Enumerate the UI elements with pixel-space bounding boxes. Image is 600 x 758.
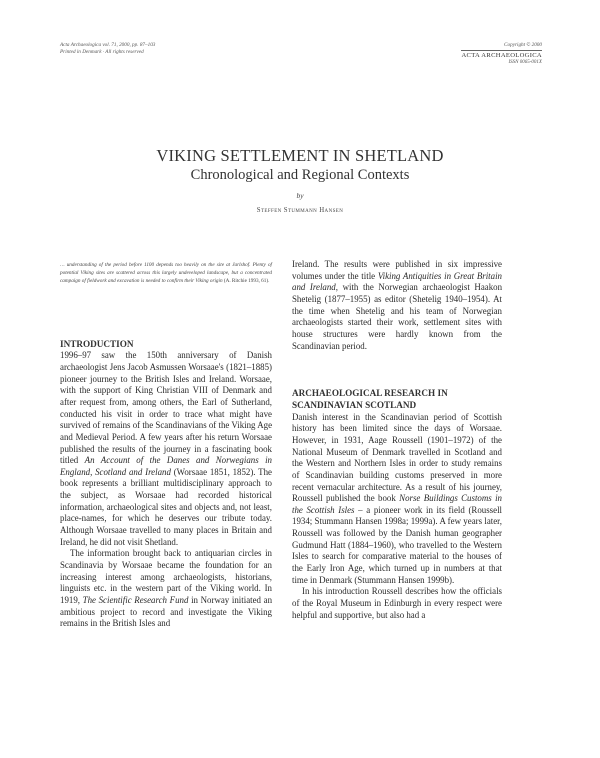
article-title: VIKING SETTLEMENT IN SHETLAND	[156, 146, 444, 165]
book-title: An Account of the Danes and Norwegians in England, Scotland and Ireland	[60, 455, 272, 477]
issn: ISSN 0065-001X	[508, 60, 542, 65]
text-run: (Worsaae 1851, 1852). The book represents a brilliant multidisciplinary approach to the subject, as Worsaae had recorded historical information, archaeological sites and objects and, not least, place-names, for which he deserves our tribute today. Although Worsaae travelled to many places in Britain and Ireland, he did not visit Shetland.	[60, 466, 272, 547]
text-run: Danish interest in the Scandinavian period of Scottish history has been limited since the days of Worsaae. However, in 1931, Aage Roussell (1901–1972) of the National Museum of Denmark travelled in Scotland and the Western and Northern Isles in order to study remains of Scandinavian building customs preserved in more recent vernacular architecture. As a result of his journey, Roussell published the book	[292, 411, 502, 504]
book-title: Norse Buildings Customs in the Scottish Isles	[292, 493, 502, 515]
text-run: , with the Norwegian archaeologist Haakon Shetelig (1877–1955) as editor (Shetelig 1940–1954). At the time when Shetelig and his team of Norwegian archaeologists started their work, settlement sites with house structures were hardly known from the Scandinavian period.	[292, 282, 503, 351]
text-run: Ireland. The results were published in six impressive volumes under the title	[292, 259, 502, 281]
running-header-left	[60, 42, 155, 56]
journal-citation: Acta Archaeologica vol. 71, 2000, pp. 87–103	[60, 42, 156, 48]
paragraph	[60, 350, 272, 548]
running-header-right	[461, 42, 542, 66]
text-run: The information brought back to antiquarian circles in Scandinavia by Worsaae became the foundation for an increasing interest among archaeologists, historians, linguists etc. in the western part of the Viking world. In 1919,	[60, 548, 272, 606]
copyright-notice: Copyright © 2000	[504, 42, 542, 48]
heading-line: ARCHAEOLOGICAL RESEARCH IN	[292, 388, 448, 399]
text-run: in Norway initiated an ambitious project to record and investigate the Viking remains in the British Isles and	[60, 595, 273, 629]
paragraph: In his introduction Roussell describes how the officials of the Royal Museum in Edinburgh in every respect were helpful and supportive, but also had a	[292, 586, 502, 620]
epigraph-citation: (A. Ritchie 1993, 61).	[222, 278, 270, 285]
paragraph	[60, 548, 272, 630]
paragraph	[292, 412, 502, 587]
journal-name: ACTA ARCHAEOLOGICA	[461, 52, 542, 59]
article-subtitle: Chronological and Regional Contexts	[190, 167, 410, 183]
text-run: – a pioneer work in its field (Roussell 1934; Stummann Hansen 1998a; 1999a). A few years later, Roussell was followed by the Danish human geographer Gudmund Hatt (1884–1960), who travelled to the Western Isles to search for comparative material to the houses of the Early Iron Age, which turned up in numbers at that time in Denmark (Stummann Hansen 1999b).	[292, 504, 502, 585]
book-title: Viking Antiquities in Great Britain and Ireland	[292, 270, 502, 293]
author-name: Steffen Stummann Hansen	[256, 207, 344, 214]
paragraph	[292, 259, 502, 352]
section-heading-archaeological-research	[292, 388, 502, 411]
byline-by: by	[296, 191, 304, 200]
right-column	[292, 259, 502, 621]
left-column	[60, 259, 272, 630]
epigraph	[60, 261, 272, 286]
epigraph-text: … understanding of the period before 1100 depends too heavily on the site at Jarlshof. Plenty of potential Viking sites are scattered across this largely undeveloped landscape, but a concentrated campaign of fieldwork and excavation is needed to confirm their Viking origin	[60, 262, 272, 285]
text-run: 1996–97 saw the 150th anniversary of Danish archaeologist Jens Jacob Asmussen Worsaae's (1821–1885) pioneer journey to the British Isles and Ireland. Worsaae, with the support of King Christian VIII of Denmark and after request from, among others, the Earl of Sutherland, conducted his visit in order to trace what might have survived of remains of the Scandinavians of the Viking Age and Medieval Period. A few years after his return Worsaae published the results of the journey in a fascinating book titled	[60, 350, 273, 466]
heading-line: SCANDINAVIAN SCOTLAND	[292, 399, 417, 410]
section-heading-introduction: INTRODUCTION	[60, 338, 134, 349]
printed-notice: Printed in Denmark · All rights reserved	[60, 49, 144, 55]
fund-title: The Scientific Research Fund	[82, 595, 189, 606]
